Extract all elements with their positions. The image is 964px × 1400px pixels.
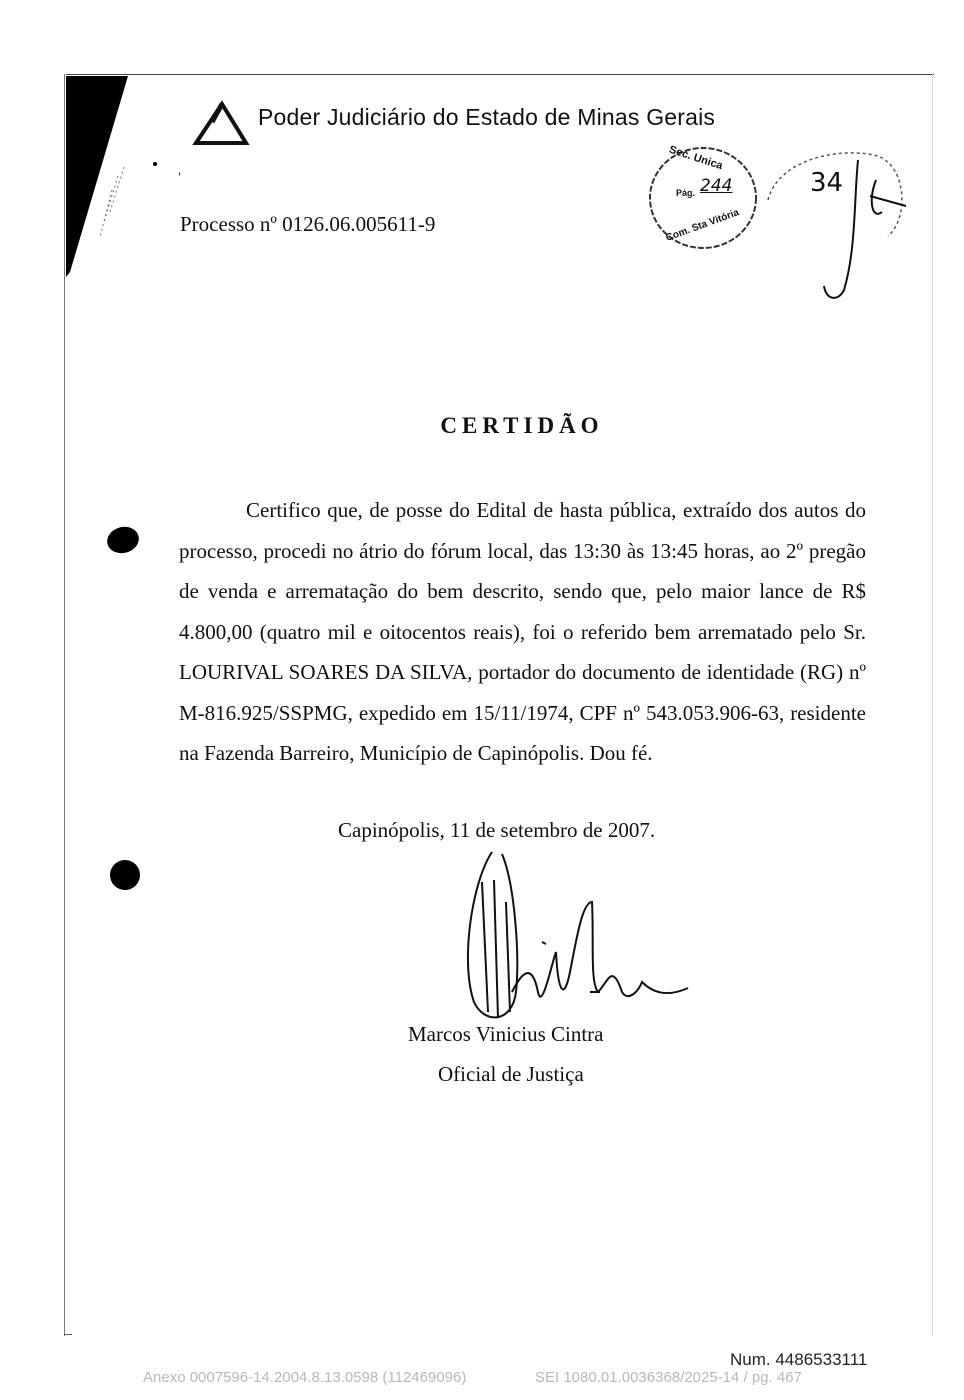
margin-rubric-stamp <box>758 140 918 310</box>
stamp-bottom-text: Com. Sta Vitória <box>664 207 741 244</box>
punch-hole <box>110 860 140 890</box>
certificate-title: CERTIDÃO <box>440 413 604 438</box>
signatory-name: Marcos Vinicius Cintra <box>408 1022 604 1046</box>
sheet-number: 34 <box>810 168 844 198</box>
triangle-emblem-icon <box>192 100 250 150</box>
document-number: Num. 4486533111 <box>730 1350 868 1369</box>
signatory-role: Oficial de Justiça <box>438 1062 584 1086</box>
sei-reference: SEI 1080.01.0036368/2025-14 / pg. 467 <box>535 1369 802 1386</box>
institution-header: Poder Judiciário do Estado de Minas Gerais <box>258 104 716 130</box>
process-number: Processo nº 0126.06.005611-9 <box>180 212 436 236</box>
certificate-body: Certifico que, de posse do Edital de hasta pública, extraído dos autos do processo, procedi no átrio do fórum local, das 13:30 às 13:45 horas, ao 2º pregão de venda e arrematação do bem descrito, sendo que, pelo maior lance de R$ 4.800,00 (quatro mil e oitocentos reais), foi o referido bem arrematado pelo Sr. LOURIVAL SOARES DA SILVA, portador do documento de identidade (RG) nº M-816.925/SSPMG, expedido em 15/11/1974, CPF nº 543.053.906-63, residente na Fazenda Barreiro, Município de Capinópolis. Dou fé. <box>179 498 866 765</box>
annex-reference: Anexo 0007596-14.2004.8.13.0598 (112469096) <box>143 1369 467 1386</box>
stamp-page-number: 244 <box>700 176 733 196</box>
top-border-line <box>66 74 934 75</box>
stamp-page-label: Pág. <box>676 188 696 198</box>
scan-edge-shadow <box>60 72 180 292</box>
place-and-date: Capinópolis, 11 de setembro de 2007. <box>338 818 656 842</box>
handwritten-signature <box>452 842 692 1032</box>
punch-hole <box>104 523 142 556</box>
right-border-line <box>932 74 933 1336</box>
court-stamp <box>646 142 762 258</box>
bottom-corner-mark <box>64 1334 72 1335</box>
stamp-top-text: Sec. Unica <box>667 143 725 173</box>
